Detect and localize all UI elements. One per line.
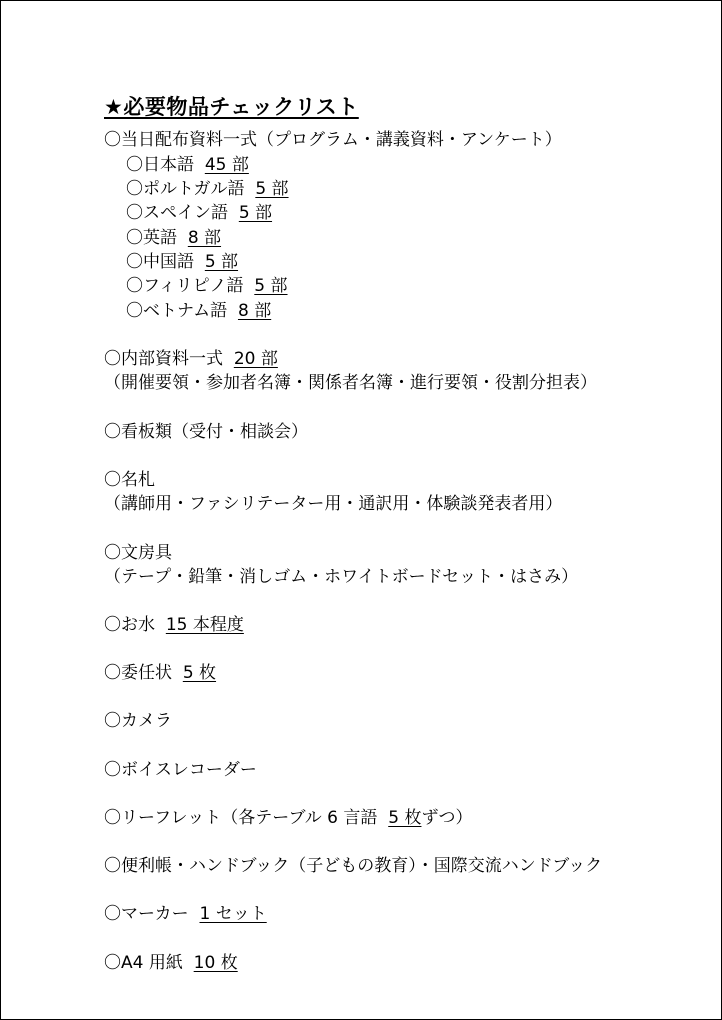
item-qty: 20 部	[233, 349, 278, 369]
item-label: 〇A4 用紙	[104, 953, 183, 973]
language-row-english	[126, 227, 221, 249]
internal-docs-note: （開催要領・参加者名簿・関係者名簿・進行要領・役割分担表）	[104, 373, 597, 393]
circle-mark: 〇	[126, 276, 143, 296]
language-qty: 8 部	[187, 228, 222, 248]
circle-mark: 〇	[126, 228, 143, 248]
language-name: ポルトガル語	[143, 179, 245, 199]
signboards-item: 〇看板類（受付・相談会）	[104, 422, 308, 442]
language-qty: 5 部	[254, 276, 288, 296]
language-row-chinese	[126, 251, 238, 273]
item-label: 〇マーカー	[104, 904, 189, 924]
language-name: 日本語	[143, 155, 194, 175]
circle-mark: 〇	[126, 301, 143, 321]
water-item	[104, 614, 244, 636]
recorder-item: 〇ボイスレコーダー	[104, 760, 257, 780]
stationery-item: 〇文房具	[104, 543, 172, 563]
circle-mark: 〇	[126, 179, 143, 199]
item-qty: 5 枚	[182, 663, 217, 683]
leaflet-item	[104, 807, 472, 829]
handbook-item: 〇便利帳・ハンドブック（子どもの教育）・国際交流ハンドブック	[104, 856, 603, 876]
language-row-vietnamese	[126, 300, 271, 322]
circle-mark: 〇	[126, 252, 143, 272]
item-qty: 5 枚	[388, 808, 422, 828]
stationery-note: （テープ・鉛筆・消しゴム・ホワイトボードセット・はさみ）	[104, 567, 579, 587]
page-title: ★必要物品チェックリスト	[104, 95, 359, 119]
language-qty: 5 部	[204, 252, 239, 272]
internal-docs-item	[104, 348, 278, 370]
item-qty: 1 セット	[199, 904, 267, 924]
item-qty: 10 枚	[193, 953, 238, 973]
nametags-note: （講師用・ファシリテーター用・通訳用・体験談発表者用）	[104, 494, 563, 514]
item-qty: 15 本程度	[165, 615, 244, 635]
language-name: スペイン語	[143, 203, 228, 223]
language-row-japanese	[126, 154, 249, 176]
item-label: 〇内部資料一式	[104, 349, 223, 369]
language-qty: 5 部	[255, 179, 289, 199]
language-name: ベトナム語	[143, 301, 228, 321]
language-row-spanish	[126, 202, 272, 224]
language-name: フィリピノ語	[143, 276, 244, 296]
language-qty: 45 部	[204, 155, 249, 175]
language-row-filipino	[126, 275, 288, 297]
language-qty: 8 部	[237, 301, 272, 321]
circle-mark: 〇	[126, 155, 143, 175]
handouts-item: 〇当日配布資料一式（プログラム・講義資料・アンケート）	[104, 130, 562, 150]
marker-item	[104, 903, 267, 925]
item-label: 〇委任状	[104, 663, 172, 683]
letter-item	[104, 662, 216, 684]
item-suffix: ずつ）	[421, 808, 473, 828]
item-label: 〇リーフレット（各テーブル 6 言語	[104, 808, 378, 828]
item-label: 〇お水	[104, 615, 155, 635]
language-name: 中国語	[143, 252, 194, 272]
language-row-portuguese	[126, 178, 289, 200]
camera-item: 〇カメラ	[104, 711, 172, 731]
language-name: 英語	[143, 228, 177, 248]
nametags-item: 〇名札	[104, 470, 155, 490]
circle-mark: 〇	[126, 203, 143, 223]
paper-item	[104, 952, 238, 974]
language-qty: 5 部	[238, 203, 273, 223]
